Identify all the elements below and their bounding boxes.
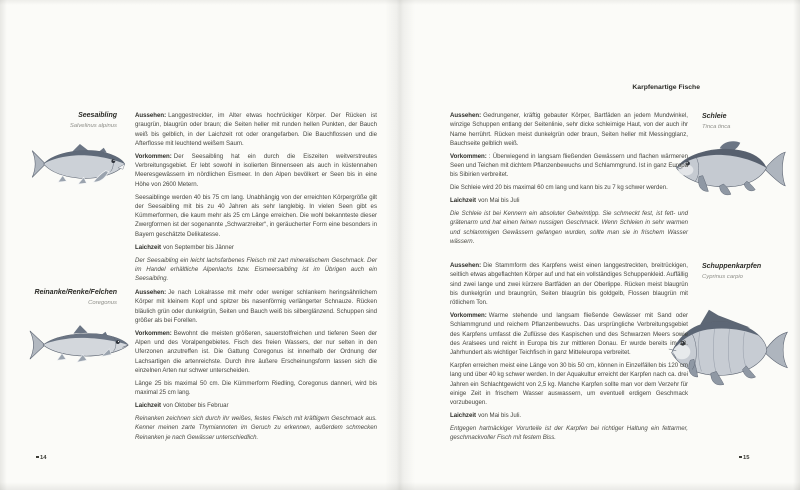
lead-aussehen: Aussehen: (135, 289, 167, 296)
lead-aussehen: Aussehen: (450, 112, 482, 119)
schleie-text-block (450, 111, 688, 250)
page-edge-shadow-top (0, 0, 800, 5)
page-number-left: 14 (36, 455, 46, 461)
reinanke-text-block (135, 288, 377, 445)
species-latin: Cyprinus carpio (702, 274, 743, 280)
chapter-header: Karpfenartige Fische (632, 84, 700, 91)
page-gutter-shadow (385, 0, 415, 490)
paragraph-aussehen: Aussehen: Langgestreckter, im Alter etwas hochrückiger Körper. Der Rücken ist graugrün, blaugrün oder braun; die Seiten heller mit runden hellen Punkten, der Bauch weiß bis gelblich, in der Laichzeit rot oder orangefarben. Die Bauchflossen und die Afterflosse mit leuchtend weißem Saum. (135, 112, 377, 147)
lead-aussehen: Aussehen: (450, 262, 482, 269)
lead-laichzeit: Laichzeit (450, 412, 477, 420)
lead-vorkommen: Vorkommen: (135, 152, 172, 160)
paragraph-groesse: Länge 25 bis maximal 50 cm. Die Kümmerform Riedling, Coregonus danneri, wird bis maximal 25 cm lang. (135, 379, 377, 397)
paragraph-aussehen: Aussehen: Die Stammform des Karpfens weist einen langgestreckten, breitrückigen, seitlich etwas abgeflachten Körper auf und hat ein vollständiges Schuppenkleid. Auffällig sind zwei lange und zwei kürzere Bartfäden an der Oberlippe. Rücken meist blaugrün bis dunkelgrün und braungrün, Seiten blaugrün bis goldgelb, Flossen blaugrün mit rötlichem Ton. (450, 262, 688, 307)
paragraph-vorkommen: Vorkommen: Bewohnt die meisten größeren, sauerstoffreichen und tieferen Seen der Alpen und des Voralpengebietes. Fisch des freien Wassers, der nur selten in den Uferzonen anzutreffen ist. Die Gattung Coregonus ist innerhalb der Ordnung der Lachsartigen die artenreichste. Durch ihre äußere Erscheinungsform lassen sich die einzelnen Arten nur schwer unterscheiden. (135, 329, 377, 374)
species-label-seesaibling (0, 112, 117, 130)
seesaibling-fish-illustration (30, 143, 126, 185)
species-name: Reinanke/Renke/Felchen (34, 289, 117, 296)
page-edge-shadow-left (0, 0, 7, 490)
lead-aussehen: Aussehen: (135, 112, 167, 119)
paragraph-laichzeit: Laichzeit von September bis Jänner (135, 243, 234, 251)
lead-vorkommen: Vorkommen: (135, 329, 172, 337)
paragraph-laichzeit: Laichzeit von Oktober bis Februar (135, 402, 229, 410)
paragraph-note: Reinanken zeichnen sich durch ihr weißes, festes Fleisch mit kräftigem Geschmack aus. Kenner meinen zarte Thymiannoten im Geruch zu erkennen, außerdem schmecken Reinanken je nach Gewässer unterschiedlich. (135, 414, 377, 441)
paragraph-vorkommen: Vorkommen: Der Seesaibling hat ein durch die Eiszeiten weitverstreutes Verbreitungsgebiet. Er lebt sowohl in isolierten Binnenseen als auch in küstennahen Meeresgewässern im nördlichen Eismeer. In den Alpen bevölkert er Seen bis in eine Höhe von 2600 Metern. (135, 152, 377, 188)
lead-vorkommen: Vorkommen: (450, 152, 487, 160)
species-label-schleie (702, 113, 797, 131)
page-number-right: 15 (739, 455, 749, 461)
paragraph-groesse: Die Schleie wird 20 bis maximal 60 cm lang und kann bis zu 7 kg schwer werden. (450, 184, 668, 192)
paragraph-vorkommen: Vorkommen: : Überwiegend in langsam fließenden Gewässern und flachen wärmeren Seen und Teichen mit dichtem Pflanzenbewuchs und Schlammgrund. Ist in ganz Europa bis Sibirien verbreitet. (450, 152, 688, 179)
species-name: Schuppenkarpfen (702, 263, 762, 270)
paragraph-aussehen: Aussehen: Gedrungener, kräftig gebauter Körper, Bartfäden an jedem Mundwinkel, winzige Schuppen entlang der Seitenlinie, sehr dicke schleimige Haut, von der auch ihr Name herrührt. Rücken meist dunkelgrün oder braun, Seiten heller mit Messingglanz, Bauchseite gelblich weiß. (450, 112, 688, 147)
species-label-reinanke (0, 289, 117, 307)
paragraph-aussehen: Aussehen: Je nach Lokalrasse mit mehr oder weniger schlankem heringsähnlichem Körper mit kleinem Kopf und spitzer bis nasenförmig verlängerter Schnauze. Rücken bläulich grün oder dunkelgrün, Seiten und Bauch weiß bis silberglänzend. Schuppen sind größer als bei Forellen. (135, 289, 377, 324)
paragraph-note: Der Seesaibling ein leicht lachsfarbenes Fleisch mit zart mineralischem Geschmack. Der im Handel erhältliche Alpenlachs bzw. Eismeersaibling ist im Übrigen auch ein Seesaibling. (135, 256, 377, 283)
species-name: Schleie (702, 113, 727, 120)
lead-laichzeit: Laichzeit (135, 402, 162, 410)
paragraph-note: Entgegen hartnäckiger Vorurteile ist der Karpfen bei richtiger Haltung ein fettarmer, geschmackvoller Fisch mit festem Biss. (450, 425, 688, 442)
schuppenkarpfen-text-block (450, 261, 688, 446)
lead-laichzeit: Laichzeit (450, 197, 477, 205)
page-number-marker (36, 456, 39, 459)
page-number-marker (739, 456, 742, 459)
page-edge-shadow-right (793, 0, 800, 490)
paragraph-laichzeit: Laichzeit von Mai bis Juli. (450, 412, 522, 420)
paragraph-groesse: Seesaiblinge werden 40 bis 75 cm lang. Unabhängig von der erreichten Körpergröße gilt der Seesaibling mit bis zu 40 Jahren als sehr langlebig. In vielen Seen gibt es Kümmerformen, die kaum mehr als 25 cm Länge erreichen. Die wohl bekannteste dieser Zwergformen ist der sogenannte „Schwarzreiter“, in geräucherter Form eine besonders in Bayern geschätzte Delikatesse. (135, 193, 377, 238)
species-latin: Coregonus (88, 300, 117, 306)
species-latin: Tinca tinca (702, 124, 731, 130)
species-latin: Salvelinus alpinus (69, 123, 117, 129)
paragraph-groesse: Karpfen erreichen meist eine Länge von 30 bis 50 cm, können in Einzelfällen bis 120 cm lang und über 40 kg schwer werden. In der Aquakultur erreicht der Karpfen nach ca. drei Jahren ein Schlachtgewicht von 2,5 kg. Manche Karpfen sollte man vor dem Verzehr für einige Zeit in frischem Wasser auswassern, um eventuell erdigem Geschmack vorzubeugen. (450, 362, 688, 407)
lead-vorkommen: Vorkommen: (450, 312, 487, 320)
species-name: Seesaibling (78, 112, 117, 119)
seesaibling-text-block (135, 111, 377, 287)
reinanke-fish-illustration (28, 320, 132, 370)
species-label-schuppenkarpfen (702, 263, 797, 281)
lead-laichzeit: Laichzeit (135, 243, 162, 251)
paragraph-vorkommen: Vorkommen: Warme stehende und langsam fließende Gewässer mit Sand oder Schlammgrund und reichem Pflanzenbewuchs. Das ursprüngliche Verbreitungsgebiet des Karpfens umfasst die Zuflüsse des Kaspischen und des Schwarzen Meers sowie des Aralsees und reicht in Europa bis zur mittleren Donau. Er wurde bereits im 13. Jahrhundert als wichtiger Teichfisch in ganz Mitteleuropa verbreitet. (450, 312, 688, 357)
paragraph-note: Die Schleie ist bei Kennern ein absoluter Geheimtipp. Sie schmeckt fest, ist fett- und grätenarm und hat einen feinen nussigen Geschmack. Wenn Schleien in sehr warmen und schlammigen Gewässern gefangen wurden, sollte man sie in frischem Wasser wässern. (450, 210, 688, 245)
page-edge-shadow-bottom (0, 482, 800, 490)
paragraph-laichzeit: Laichzeit von Mai bis Juli (450, 197, 520, 205)
